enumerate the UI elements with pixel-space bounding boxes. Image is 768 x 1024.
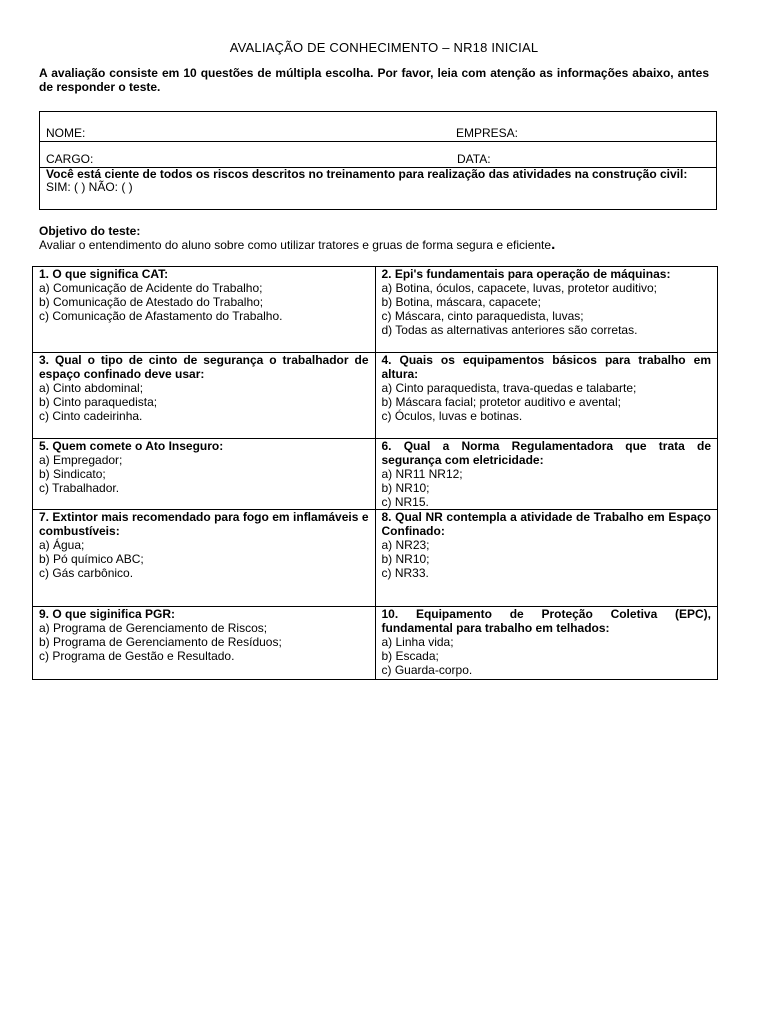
question-text: 2. Epi's fundamentais para operação de máquinas: [381, 267, 671, 281]
question-cell-7 [33, 510, 376, 607]
table-row [33, 607, 718, 680]
option-a: a) Cinto paraquedista, trava-quedas e talabarte; [381, 381, 637, 395]
option-a: a) NR23; [381, 538, 430, 552]
option-a: a) Linha vida; [381, 635, 454, 649]
option-b: b) NR10; [381, 481, 430, 495]
option-b: b) Comunicação de Atestado do Trabalho; [39, 295, 264, 309]
nome-label: NOME: [46, 126, 86, 140]
question-text: 10. Equipamento de Proteção Coletiva (EPC), fundamental para trabalho em telhados: [381, 607, 711, 635]
option-a: a) Botina, óculos, capacete, luvas, protetor auditivo; [381, 281, 657, 295]
question-cell-8 [375, 510, 718, 607]
objective-text-line [39, 238, 719, 252]
question-text: 4. Quais os equipamentos básicos para trabalho em altura: [381, 353, 711, 381]
option-b: b) Botina, máscara, capacete; [381, 295, 541, 309]
question-text: 6. Qual a Norma Regulamentadora que trata de segurança com eletricidade: [381, 439, 711, 467]
option-a: a) Empregador; [39, 453, 123, 467]
table-row [33, 267, 718, 353]
question-text: 3. Qual o tipo de cinto de segurança o trabalhador de espaço confinado deve usar: [39, 353, 369, 381]
objective-end: . [551, 236, 556, 253]
option-b: b) Programa de Gerenciamento de Resíduos; [39, 635, 282, 649]
intro-text: A avaliação consiste em 10 questões de múltipla escolha. Por favor, leia com atenção as informações abaixo, antes de responder o teste. [39, 66, 709, 94]
option-c: c) NR33. [381, 566, 429, 580]
sim-nao-choice: SIM: ( ) NÃO: ( ) [46, 180, 133, 194]
risk-awareness-row [46, 168, 710, 194]
option-c: c) Programa de Gestão e Resultado. [39, 649, 235, 663]
cargo-data-row [40, 141, 716, 168]
question-cell-6 [375, 439, 718, 510]
objective-heading: Objetivo do teste: [39, 224, 141, 238]
table-row [33, 439, 718, 510]
option-c: c) NR15. [381, 495, 429, 509]
question-cell-5 [33, 439, 376, 510]
empresa-label: EMPRESA: [456, 126, 519, 140]
question-text: 5. Quem comete o Ato Inseguro: [39, 439, 224, 453]
option-b: b) Pó químico ABC; [39, 552, 144, 566]
question-text: 9. O que siginifica PGR: [39, 607, 176, 621]
question-cell-9 [33, 607, 376, 680]
question-text: 7. Extintor mais recomendado para fogo em inflamáveis e combustíveis: [39, 510, 369, 538]
question-cell-4 [375, 353, 718, 439]
option-c: c) Comunicação de Afastamento do Trabalho. [39, 309, 283, 323]
option-b: b) Sindicato; [39, 467, 106, 481]
document-title: AVALIAÇÃO DE CONHECIMENTO – NR18 INICIAL [229, 40, 539, 55]
question-text: 1. O que significa CAT: [39, 267, 169, 281]
question-cell-2 [375, 267, 718, 353]
option-a: a) Água; [39, 538, 85, 552]
question-text: 8. Qual NR contempla a atividade de Trabalho em Espaço Confinado: [381, 510, 711, 538]
objective-section [39, 225, 719, 252]
option-a: a) Comunicação de Acidente do Trabalho; [39, 281, 263, 295]
option-a: a) Programa de Gerenciamento de Riscos; [39, 621, 268, 635]
option-b: b) NR10; [381, 552, 430, 566]
option-a: a) Cinto abdominal; [39, 381, 144, 395]
questions-table [32, 266, 718, 680]
option-b: b) Cinto paraquedista; [39, 395, 158, 409]
cargo-label: CARGO: [46, 152, 94, 166]
option-a: a) NR11 NR12; [381, 467, 463, 481]
question-cell-3 [33, 353, 376, 439]
option-c: c) Cinto cadeirinha. [39, 409, 143, 423]
option-c: c) Guarda-corpo. [381, 663, 473, 677]
identification-box [39, 111, 717, 210]
data-label: DATA: [457, 152, 491, 166]
option-b: b) Escada; [381, 649, 439, 663]
option-c: c) Máscara, cinto paraquedista, luvas; [381, 309, 584, 323]
option-c: c) Trabalhador. [39, 481, 120, 495]
objective-text: Avaliar o entendimento do aluno sobre como utilizar tratores e gruas de forma segura e eficiente [39, 238, 552, 252]
question-cell-1 [33, 267, 376, 353]
option-c: c) Óculos, luvas e botinas. [381, 409, 523, 423]
option-c: c) Gás carbônico. [39, 566, 134, 580]
question-cell-10 [375, 607, 718, 680]
table-row [33, 510, 718, 607]
table-row [33, 353, 718, 439]
name-company-row [40, 112, 716, 142]
risk-question: Você está ciente de todos os riscos descritos no treinamento para realização das atividades na construção civil: [46, 167, 688, 181]
option-d: d) Todas as alternativas anteriores são corretas. [381, 323, 638, 337]
option-b: b) Máscara facial; protetor auditivo e avental; [381, 395, 621, 409]
